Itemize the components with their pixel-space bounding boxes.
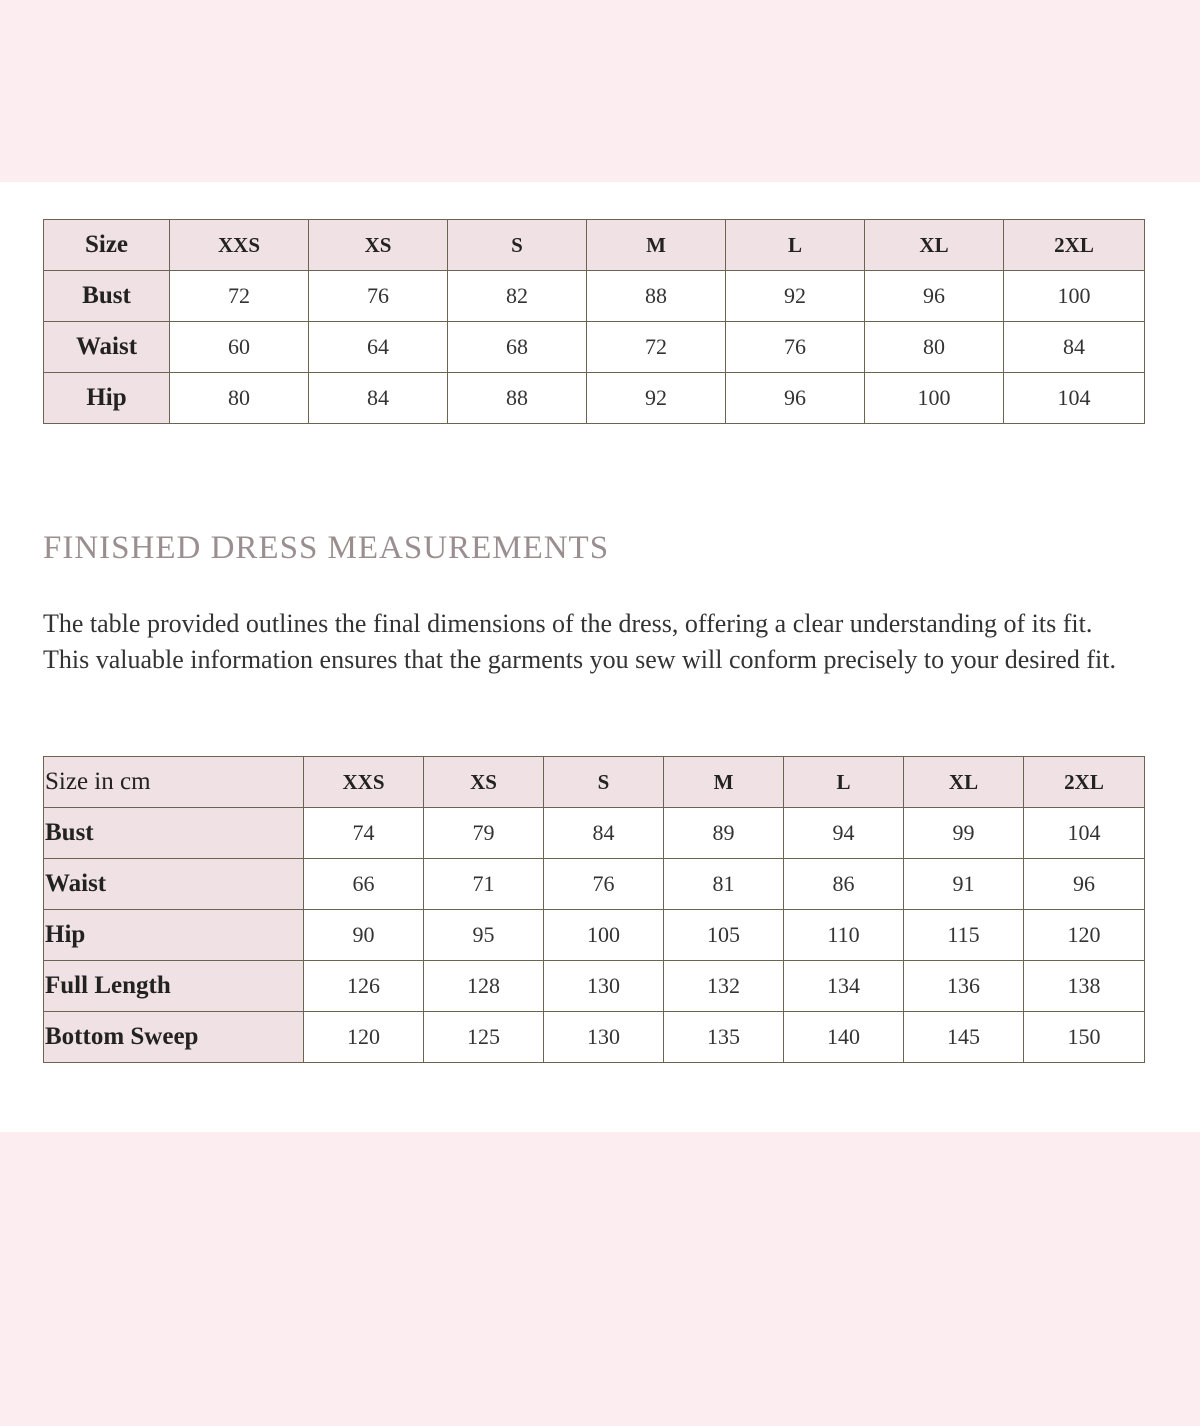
table-row [44, 808, 1145, 859]
header-cell: Size in cm [44, 757, 304, 808]
row-label: Bust [44, 271, 170, 322]
table-row [44, 322, 1145, 373]
table-cell: 105 [664, 910, 784, 961]
table-cell: 82 [448, 271, 587, 322]
table-cell: 66 [304, 859, 424, 910]
table-cell: 92 [726, 271, 865, 322]
table-cell: 120 [1024, 910, 1145, 961]
table-header-row [44, 757, 1145, 808]
table-cell: 104 [1024, 808, 1145, 859]
table-cell: 81 [664, 859, 784, 910]
table-cell: 79 [424, 808, 544, 859]
table-cell: 128 [424, 961, 544, 1012]
table-cell: 88 [448, 373, 587, 424]
table-cell: 120 [304, 1012, 424, 1063]
table-cell: 96 [865, 271, 1004, 322]
header-cell: L [784, 757, 904, 808]
table-cell: 130 [544, 961, 664, 1012]
header-cell: M [587, 220, 726, 271]
table-header-row [44, 220, 1145, 271]
body-measurements-table [43, 219, 1145, 424]
table-cell: 130 [544, 1012, 664, 1063]
table-row [44, 271, 1145, 322]
table-cell: 135 [664, 1012, 784, 1063]
table-cell: 76 [726, 322, 865, 373]
header-cell: XL [904, 757, 1024, 808]
section-title: FINISHED DRESS MEASUREMENTS [43, 530, 610, 566]
header-cell: XXS [304, 757, 424, 808]
table-row [44, 961, 1145, 1012]
table-cell: 134 [784, 961, 904, 1012]
table-cell: 76 [309, 271, 448, 322]
table-cell: 80 [170, 373, 309, 424]
row-label: Bust [44, 808, 304, 859]
header-cell: 2XL [1024, 757, 1145, 808]
finished-measurements-table [43, 756, 1145, 1063]
table-row [44, 1012, 1145, 1063]
row-label: Hip [44, 373, 170, 424]
row-label: Waist [44, 322, 170, 373]
table-cell: 89 [664, 808, 784, 859]
table-cell: 104 [1004, 373, 1145, 424]
row-label: Bottom Sweep [44, 1012, 304, 1063]
header-cell: Size [44, 220, 170, 271]
table-cell: 136 [904, 961, 1024, 1012]
table-cell: 74 [304, 808, 424, 859]
table-cell: 100 [1004, 271, 1145, 322]
table-cell: 84 [544, 808, 664, 859]
table-cell: 72 [170, 271, 309, 322]
table-cell: 68 [448, 322, 587, 373]
table-cell: 132 [664, 961, 784, 1012]
table-cell: 95 [424, 910, 544, 961]
table-cell: 115 [904, 910, 1024, 961]
row-label: Full Length [44, 961, 304, 1012]
table-cell: 100 [865, 373, 1004, 424]
table-cell: 138 [1024, 961, 1145, 1012]
table-cell: 150 [1024, 1012, 1145, 1063]
table-cell: 90 [304, 910, 424, 961]
header-cell: XL [865, 220, 1004, 271]
table-cell: 126 [304, 961, 424, 1012]
table-cell: 64 [309, 322, 448, 373]
table-row [44, 910, 1145, 961]
table-cell: 88 [587, 271, 726, 322]
table-cell: 86 [784, 859, 904, 910]
table-row [44, 373, 1145, 424]
table-cell: 80 [865, 322, 1004, 373]
table-cell: 100 [544, 910, 664, 961]
table-cell: 92 [587, 373, 726, 424]
table-cell: 94 [784, 808, 904, 859]
table-cell: 72 [587, 322, 726, 373]
table-cell: 140 [784, 1012, 904, 1063]
table-cell: 84 [1004, 322, 1145, 373]
header-cell: S [544, 757, 664, 808]
header-cell: 2XL [1004, 220, 1145, 271]
table-cell: 60 [170, 322, 309, 373]
header-cell: XS [309, 220, 448, 271]
header-cell: XS [424, 757, 544, 808]
header-cell: XXS [170, 220, 309, 271]
row-label: Hip [44, 910, 304, 961]
table-cell: 125 [424, 1012, 544, 1063]
table-row [44, 859, 1145, 910]
row-label: Waist [44, 859, 304, 910]
table-cell: 84 [309, 373, 448, 424]
header-cell: L [726, 220, 865, 271]
document-page [0, 182, 1200, 1132]
table-cell: 71 [424, 859, 544, 910]
header-cell: S [448, 220, 587, 271]
table-cell: 145 [904, 1012, 1024, 1063]
table-cell: 110 [784, 910, 904, 961]
table-cell: 96 [1024, 859, 1145, 910]
table-cell: 76 [544, 859, 664, 910]
table-cell: 99 [904, 808, 1024, 859]
table-cell: 96 [726, 373, 865, 424]
header-cell: M [664, 757, 784, 808]
table-cell: 91 [904, 859, 1024, 910]
section-description: The table provided outlines the final dimensions of the dress, offering a clear understanding of its fit. This valuable information ensures that the garments you sew will conform precisely to your desired fit. [43, 609, 1116, 674]
